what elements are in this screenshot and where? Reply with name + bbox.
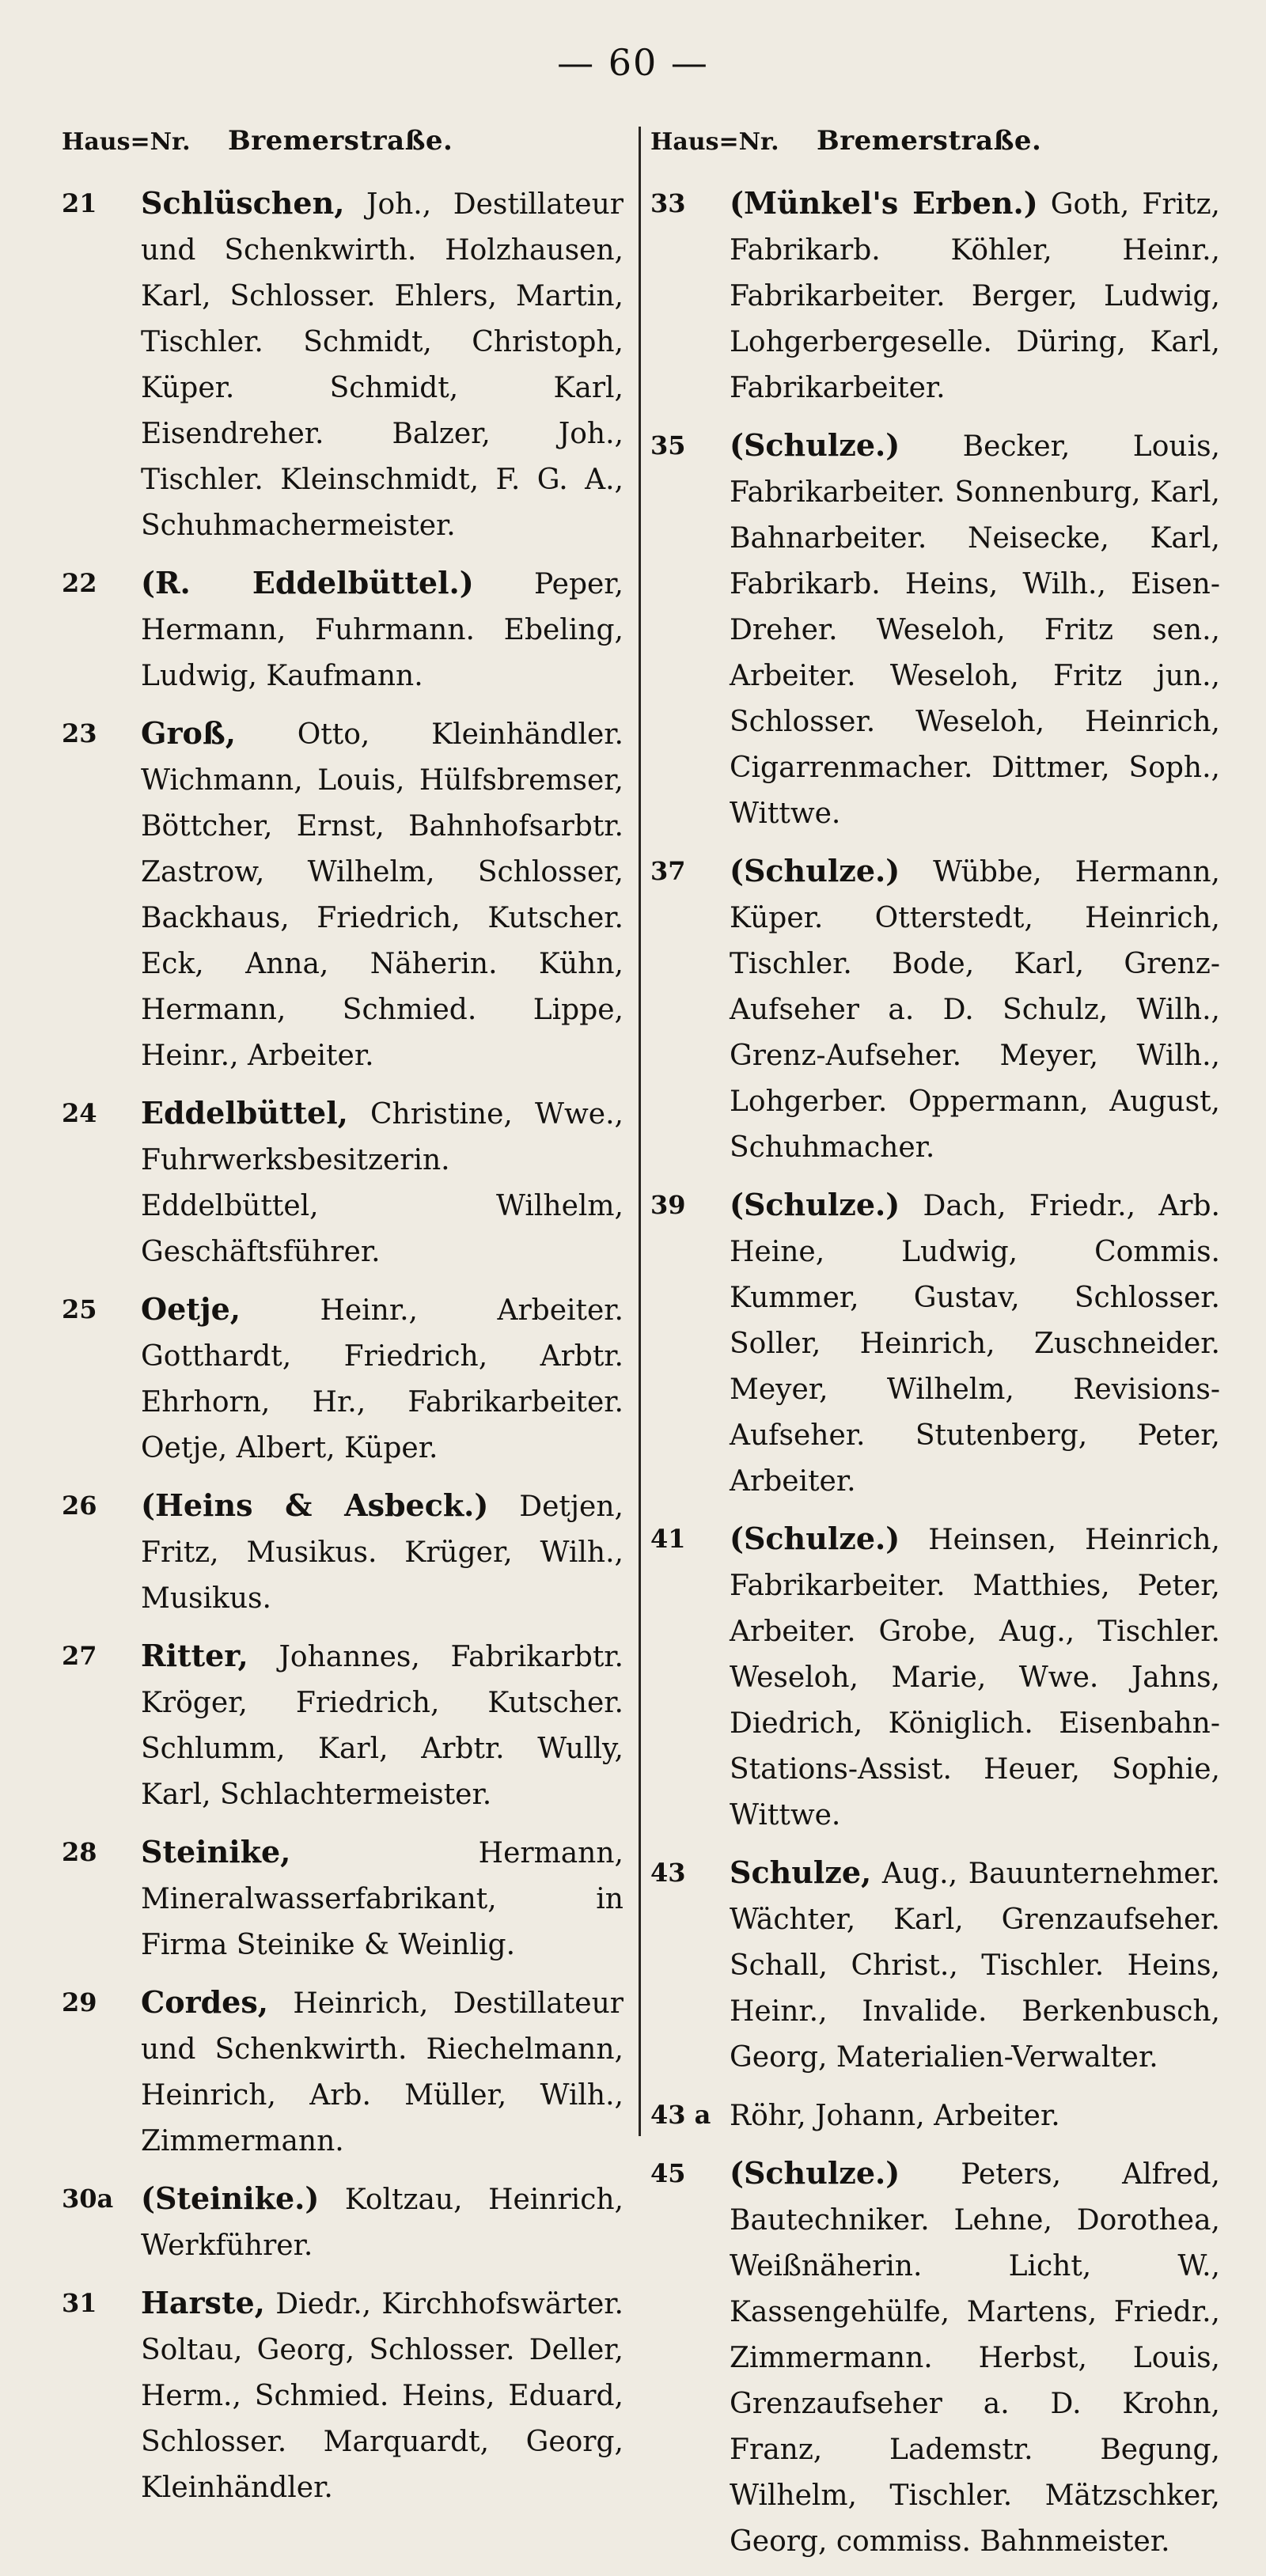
column-divider [639, 127, 641, 2136]
owner-name: (Schulze.) [730, 1187, 900, 1222]
column-header [650, 125, 1220, 174]
house-number: 21 [62, 188, 97, 218]
house-number: 26 [62, 1491, 97, 1521]
residents-text [730, 2150, 1220, 2565]
entry-list [650, 180, 1220, 2565]
residents-list: Joh., Destillateur und Schenkwirth. Holzhausen, Karl, Schlosser. Ehlers, Martin, Tischler. Schmidt, Christoph, Küper. Schmidt, Karl, Eisendreher. Balzer, Joh., Tischler. Kleinschmidt, F. G. A., Schuhmachermeister. [141, 188, 624, 542]
house-entry [650, 2150, 1220, 2565]
house-number: 45 [650, 2158, 686, 2188]
house-entry [62, 2280, 624, 2511]
column-header [62, 125, 624, 174]
residents-list: Goth, Fritz, Fabrikarb. Köhler, Heinr., Fabrikarbeiter. Berger, Ludwig, Lohgerbergeselle. Düring, Karl, Fabrikarbeiter. [730, 188, 1220, 404]
house-number: 43 [650, 1858, 686, 1888]
house-number: 37 [650, 856, 686, 886]
owner-name: (Steinike.) [141, 2180, 320, 2216]
house-entry [62, 1483, 624, 1622]
residents-text [730, 2092, 1220, 2139]
residents-text [141, 560, 624, 699]
house-number: 30a [62, 2184, 114, 2214]
house-number: 41 [650, 1524, 686, 1554]
residents-text [141, 2280, 624, 2511]
residents-list: Otto, Kleinhändler. Wichmann, Louis, Hülfsbremser, Böttcher, Ernst, Bahnhofsarbtr. Zastrow, Wilhelm, Schlosser, Backhaus, Friedrich, Kutscher. Eck, Anna, Näherin. Kühn, Hermann, Schmied. Lippe, Heinr., Arbeiter. [141, 718, 624, 1072]
residents-text [141, 1483, 624, 1622]
residents-text [730, 848, 1220, 1171]
owner-name: Ritter, [141, 1638, 248, 1673]
house-entry [650, 2092, 1220, 2139]
residents-list: Detjen, Fritz, Musikus. Krüger, Wilh., Musikus. [141, 1491, 624, 1615]
residents-list: Peper, Hermann, Fuhrmann. Ebeling, Ludwig, Kaufmann. [141, 568, 624, 692]
residents-text [730, 180, 1220, 411]
page-number: — 60 — [557, 41, 709, 84]
owner-name: Schlüschen, [141, 185, 345, 221]
owner-name: Groß, [141, 715, 236, 751]
house-entry [62, 1829, 624, 1968]
residents-text [141, 1286, 624, 1472]
residents-list: Heinrich, Destillateur und Schenkwirth. Riechelmann, Heinrich, Arb. Müller, Wilh., Zimmermann. [141, 1987, 624, 2157]
residents-list: Diedr., Kirchhofswärter. Soltau, Georg, Schlosser. Deller, Herm., Schmied. Heins, Eduard, Schlosser. Marquardt, Georg, Kleinhändler. [141, 2288, 624, 2504]
house-entry [62, 560, 624, 699]
owner-name: Schulze, [730, 1854, 872, 1890]
house-entry [650, 1182, 1220, 1505]
residents-list: Becker, Louis, Fabrikarbeiter. Sonnenburg, Karl, Bahnarbeiter. Neisecke, Karl, Fabrikarb. Heins, Wilh., Eisen-Dreher. Weseloh, Fritz sen., Arbeiter. Weseloh, Fritz jun., Schlosser. Weseloh, Heinrich, Cigarrenmacher. Dittmer, Soph., Wittwe. [730, 430, 1220, 830]
residents-text [730, 1182, 1220, 1505]
house-number: 28 [62, 1837, 97, 1867]
residents-text [141, 2176, 624, 2269]
residents-text [141, 1090, 624, 1275]
entry-list [62, 180, 624, 2511]
residents-list: Heinsen, Heinrich, Fabrikarbeiter. Matthies, Peter, Arbeiter. Grobe, Aug., Tischler. Weseloh, Marie, Wwe. Jahns, Diedrich, Königlich. Eisenbahn-Stations-Assist. Heuer, Sophie, Wittwe. [730, 1524, 1220, 1832]
house-entry [62, 710, 624, 1079]
owner-name: (Schulze.) [730, 427, 900, 463]
residents-text [730, 1850, 1220, 2081]
owner-name: (R. Eddelbüttel.) [141, 565, 474, 600]
house-number: 23 [62, 718, 97, 748]
residents-list: Hermann, Mineralwasserfabrikant, in Firma Steinike & Weinlig. [141, 1837, 624, 1961]
house-number: 35 [650, 430, 686, 460]
house-entry [650, 1850, 1220, 2081]
residents-text [730, 1516, 1220, 1839]
house-number: 33 [650, 188, 686, 218]
house-number: 39 [650, 1190, 686, 1220]
owner-name: (Münkel's Erben.) [730, 185, 1038, 221]
house-entry [62, 1090, 624, 1275]
house-number: 22 [62, 568, 97, 598]
house-entry [650, 1516, 1220, 1839]
house-number: 24 [62, 1098, 97, 1128]
house-number-label: Haus=Nr. [650, 128, 779, 156]
owner-name: Harste, [141, 2285, 265, 2320]
owner-name: Steinike, [141, 1834, 291, 1869]
residents-text [141, 1829, 624, 1968]
house-number: 25 [62, 1294, 97, 1324]
residents-text [141, 180, 624, 549]
house-entry [650, 848, 1220, 1171]
street-name: Bremerstraße. [817, 125, 1042, 157]
owner-name: Cordes, [141, 1984, 268, 2020]
residents-text [141, 710, 624, 1079]
residents-text [141, 1979, 624, 2165]
residents-text [141, 1633, 624, 1818]
house-entry [62, 1286, 624, 1472]
owner-name: Oetje, [141, 1291, 241, 1327]
owner-name: (Schulze.) [730, 1521, 900, 1556]
house-entry [62, 2176, 624, 2269]
house-entry [650, 180, 1220, 411]
residents-text [730, 422, 1220, 837]
residents-list: Wübbe, Hermann, Küper. Otterstedt, Heinrich, Tischler. Bode, Karl, Grenz-Aufseher a. D. Schulz, Wilh., Grenz-Aufseher. Meyer, Wilh., Lohgerber. Oppermann, August, Schuhmacher. [730, 856, 1220, 1164]
residents-list: Röhr, Johann, Arbeiter. [730, 2100, 1060, 2132]
house-number-label: Haus=Nr. [62, 128, 191, 156]
house-number: 43 a [650, 2100, 711, 2130]
residents-list: Koltzau, Heinrich, Werkführer. [141, 2184, 624, 2262]
house-entry [62, 1633, 624, 1818]
column-left [62, 125, 624, 2522]
residents-list: Johannes, Fabrikarbtr. Kröger, Friedrich, Kutscher. Schlumm, Karl, Arbtr. Wully, Karl, Schlachtermeister. [141, 1641, 624, 1811]
column-right [650, 125, 1220, 2576]
owner-name: (Schulze.) [730, 2155, 900, 2191]
owner-name: (Heins & Asbeck.) [141, 1487, 489, 1523]
owner-name: Eddelbüttel, [141, 1095, 348, 1131]
house-number: 27 [62, 1641, 97, 1671]
street-name: Bremerstraße. [228, 125, 453, 157]
residents-list: Christine, Wwe., Fuhrwerksbesitzerin. Eddelbüttel, Wilhelm, Geschäftsführer. [141, 1098, 624, 1268]
residents-list: Dach, Friedr., Arb. Heine, Ludwig, Commis. Kummer, Gustav, Schlosser. Soller, Heinrich, Zuschneider. Meyer, Wilhelm, Revisions-Aufseher. Stutenberg, Peter, Arbeiter. [730, 1190, 1220, 1498]
owner-name: (Schulze.) [730, 853, 900, 888]
house-entry [62, 180, 624, 549]
house-number: 31 [62, 2288, 97, 2318]
house-entry [650, 422, 1220, 837]
residents-list: Heinr., Arbeiter. Gotthardt, Friedrich, Arbtr. Ehrhorn, Hr., Fabrikarbeiter. Oetje, Albert, Küper. [141, 1294, 624, 1464]
residents-list: Aug., Bauunternehmer. Wächter, Karl, Grenzaufseher. Schall, Christ., Tischler. Heins, Heinr., Invalide. Berkenbusch, Georg, Materialien-Verwalter. [730, 1858, 1220, 2074]
house-entry [62, 1979, 624, 2165]
residents-list: Peters, Alfred, Bautechniker. Lehne, Dorothea, Weißnäherin. Licht, W., Kassengehülfe, Martens, Friedr., Zimmermann. Herbst, Louis, Grenzaufseher a. D. Krohn, Franz, Lademstr. Begung, Wilhelm, Tischler. Mätzschker, Georg, commiss. Bahnmeister. [730, 2158, 1220, 2558]
house-number: 29 [62, 1987, 97, 2017]
